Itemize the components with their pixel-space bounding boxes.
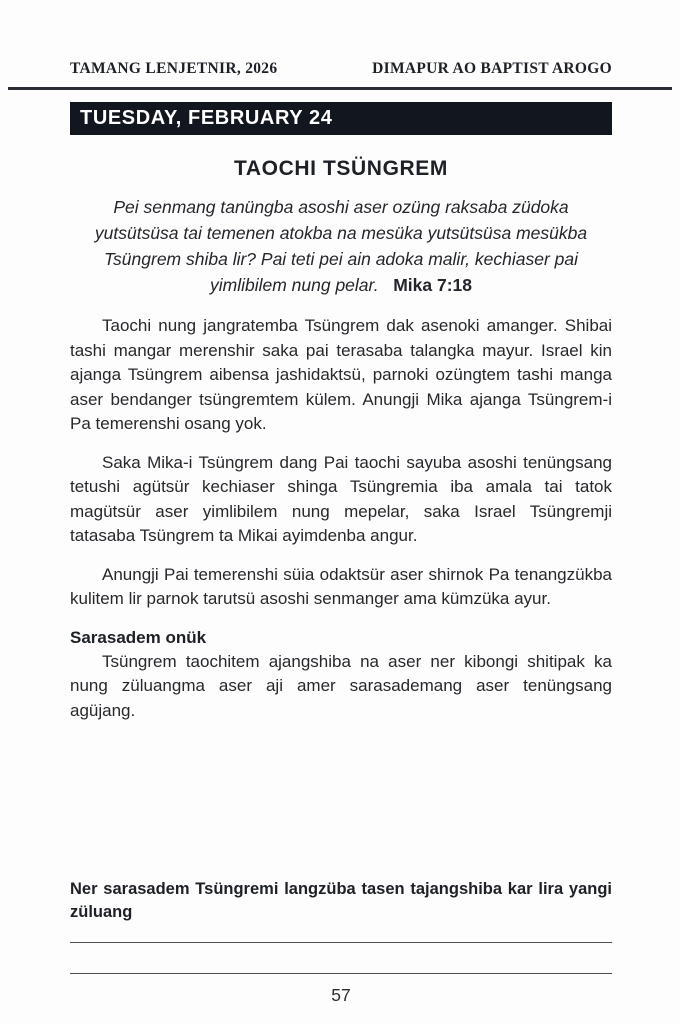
header-right-title: DIMAPUR AO BAPTIST AROGO: [372, 60, 612, 77]
writing-line: [70, 942, 612, 943]
date-banner: [70, 102, 612, 135]
header-divider: [8, 87, 672, 90]
scripture-reference: Mika 7:18: [393, 275, 472, 295]
page-header: [70, 60, 612, 78]
reflection-block: [70, 878, 612, 1024]
prayer-section-body: Tsüngrem taochitem ajangshiba na aser ner kibongi shitipak ka nung züluangma aser aji amer sarasademang aser tenüngsang agüjang.: [70, 651, 612, 720]
scripture-quote: [70, 194, 612, 298]
body-paragraph: Saka Mika-i Tsüngrem dang Pai taochi sayuba asoshi tenüngsang tetushi agütsür kechiaser shinga Tsüngremia iba amala tai tatok magütsür aser yimlibilem nung mepelar, saka Israel Tsüngremji tatasaba Tsüngrem ta Mikai ayimdenba angur.: [70, 452, 612, 545]
prayer-section-body-wrap: [70, 650, 612, 738]
body-paragraph: Taochi nung jangratemba Tsüngrem dak asenoki amanger. Shibai tashi mangar merenshir saka pai terasaba talangka mayur. Israel kin ajanga Tsüngrem aibensa jashidaktsü, parnoki ozüngtem tashi manga aser bendanger tsüngremtem külem. Anungji Mika ajanga Tsüngrem-i Pa temerenshi osang yok.: [70, 316, 612, 433]
page-content: [70, 135, 612, 1024]
header-left-title: TAMANG LENJETNIR, 2026: [70, 60, 278, 77]
date-banner-label: TUESDAY, FEBRUARY 24: [80, 107, 333, 129]
reflection-prompt: Ner sarasadem Tsüngremi langzüba tasen tajangshiba kar lira yangi züluang: [70, 880, 612, 921]
devotion-body: [70, 314, 612, 626]
writing-line: [70, 973, 612, 974]
prayer-section-heading: Sarasadem onük: [70, 627, 207, 647]
devotion-title: TAOCHI TSÜNGREM: [234, 157, 448, 180]
body-paragraph: Anungji Pai temerenshi süia odaktsür aser shirnok Pa tenangzükba kulitem lir parnok tarutsü asoshi senmanger ama kümzüka ayur.: [70, 564, 612, 608]
scripture-text: Pei senmang tanüngba asoshi aser ozüng raksaba züdoka yutsütsüsa tai temenen atokba na mesüka yutsütsüsa mesükba Tsüngrem shiba lir? Pai teti pei ain adoka malir, kechiaser pai yimlibilem nung pelar.: [94, 197, 588, 295]
page-number: 57: [331, 985, 351, 1005]
